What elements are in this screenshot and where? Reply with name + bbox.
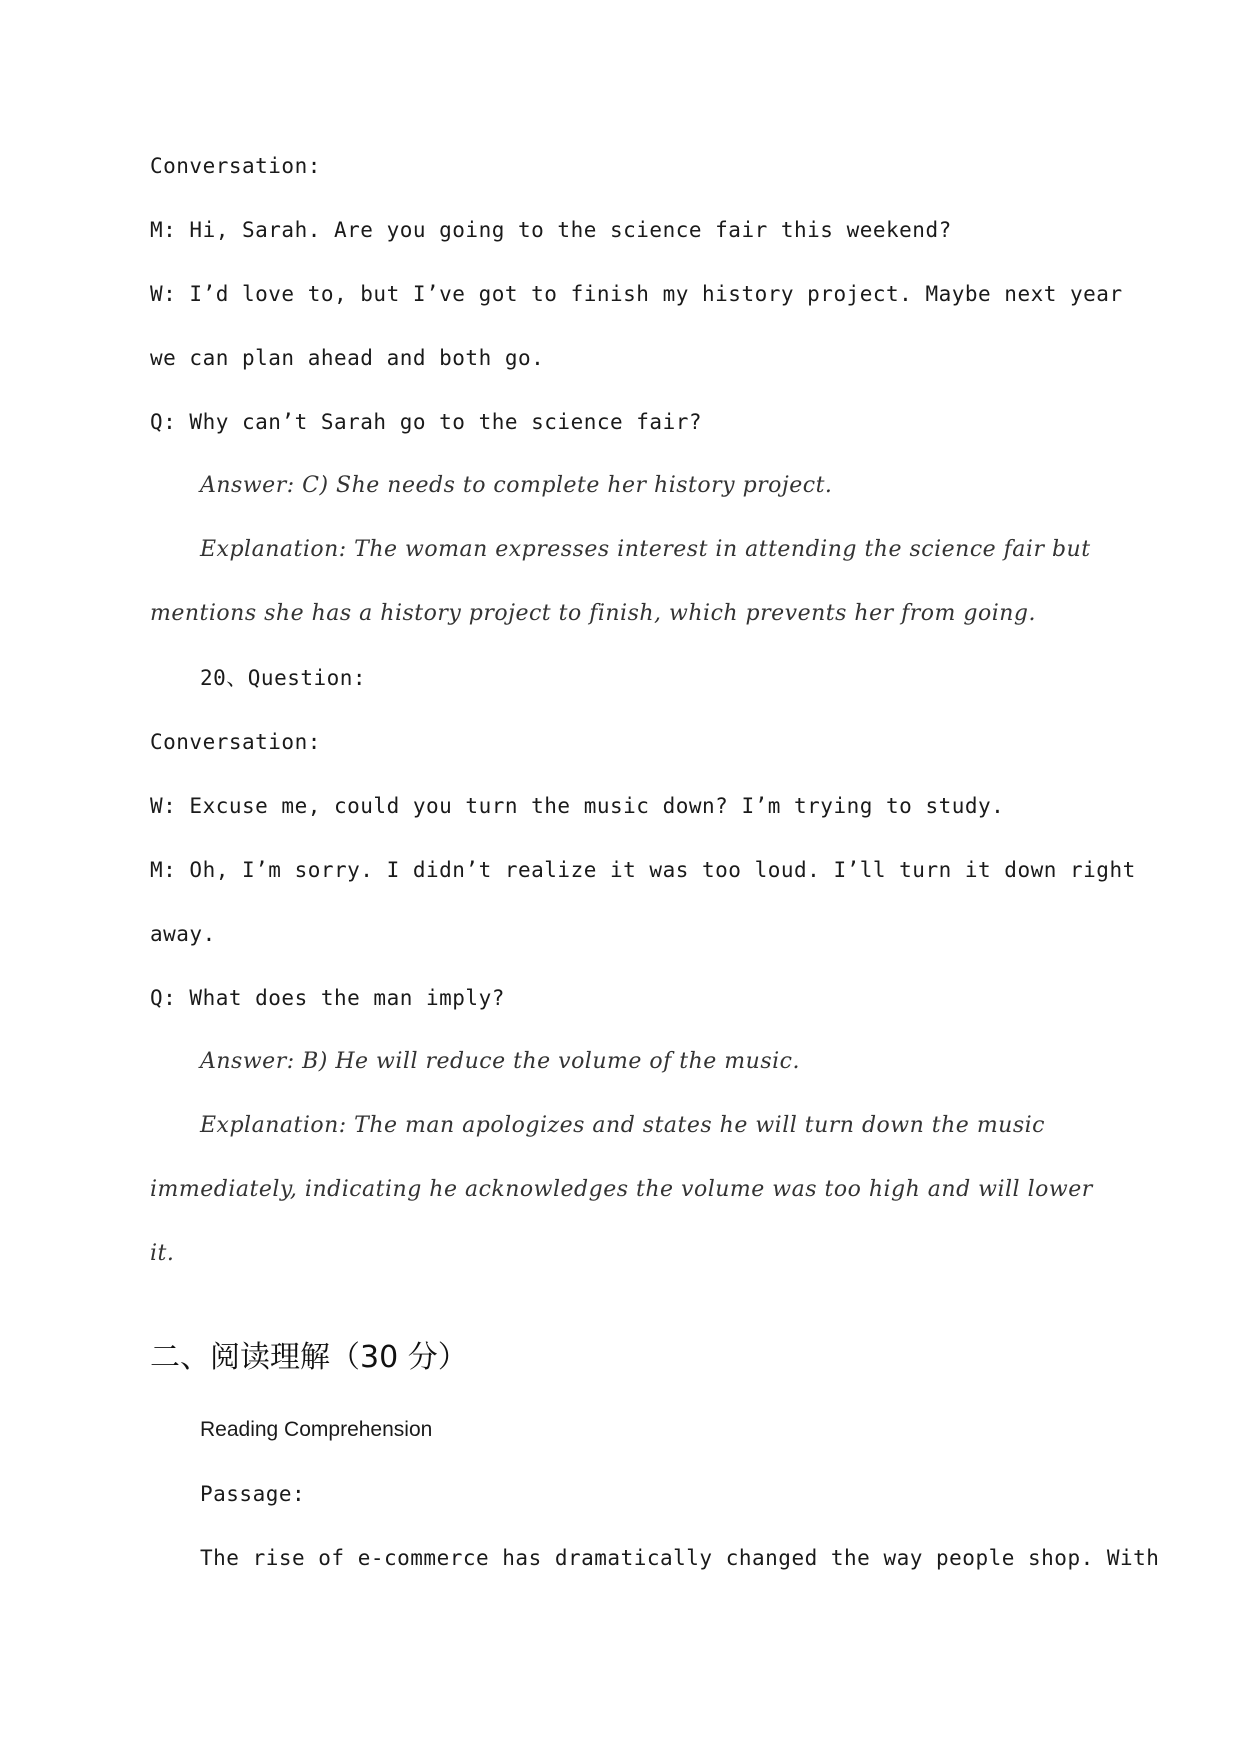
question-number-label: 20、Question: [200, 666, 367, 690]
passage-label: Passage: [200, 1482, 306, 1506]
dialogue-line-woman: W: Excuse me, could you turn the music down? I’m trying to study. [150, 794, 1005, 818]
explanation-text: Explanation: The man apologizes and states he will turn down the music [200, 1113, 1045, 1138]
question-text: Q: What does the man imply? [150, 986, 505, 1010]
section-subtitle: Reading Comprehension [200, 1418, 433, 1441]
answer-text: Answer: B) He will reduce the volume of the music. [200, 1049, 800, 1074]
dialogue-line-man-continued: away. [150, 922, 216, 946]
dialogue-line-woman: W: I’d love to, but I’ve got to finish my history project. Maybe next year [150, 282, 1123, 306]
explanation-text-continued: mentions she has a history project to finish, which prevents her from going. [150, 601, 1036, 626]
explanation-text: Explanation: The woman expresses interest in attending the science fair but [200, 537, 1091, 562]
section-heading: 二、阅读理解（30 分） [150, 1340, 468, 1375]
question-text: Q: Why can’t Sarah go to the science fair? [150, 410, 703, 434]
answer-text: Answer: C) She needs to complete her history project. [200, 473, 833, 498]
conversation-label: Conversation: [150, 154, 321, 178]
conversation-label: Conversation: [150, 730, 321, 754]
dialogue-line-man: M: Hi, Sarah. Are you going to the science fair this weekend? [150, 218, 952, 242]
explanation-text-continued: immediately, indicating he acknowledges the volume was too high and will lower [150, 1177, 1093, 1202]
dialogue-line-man: M: Oh, I’m sorry. I didn’t realize it was too loud. I’ll turn it down right [150, 858, 1136, 882]
passage-text: The rise of e-commerce has dramatically changed the way people shop. With [200, 1546, 1160, 1570]
explanation-text-end: it. [150, 1241, 175, 1266]
dialogue-line-woman-continued: we can plan ahead and both go. [150, 346, 545, 370]
